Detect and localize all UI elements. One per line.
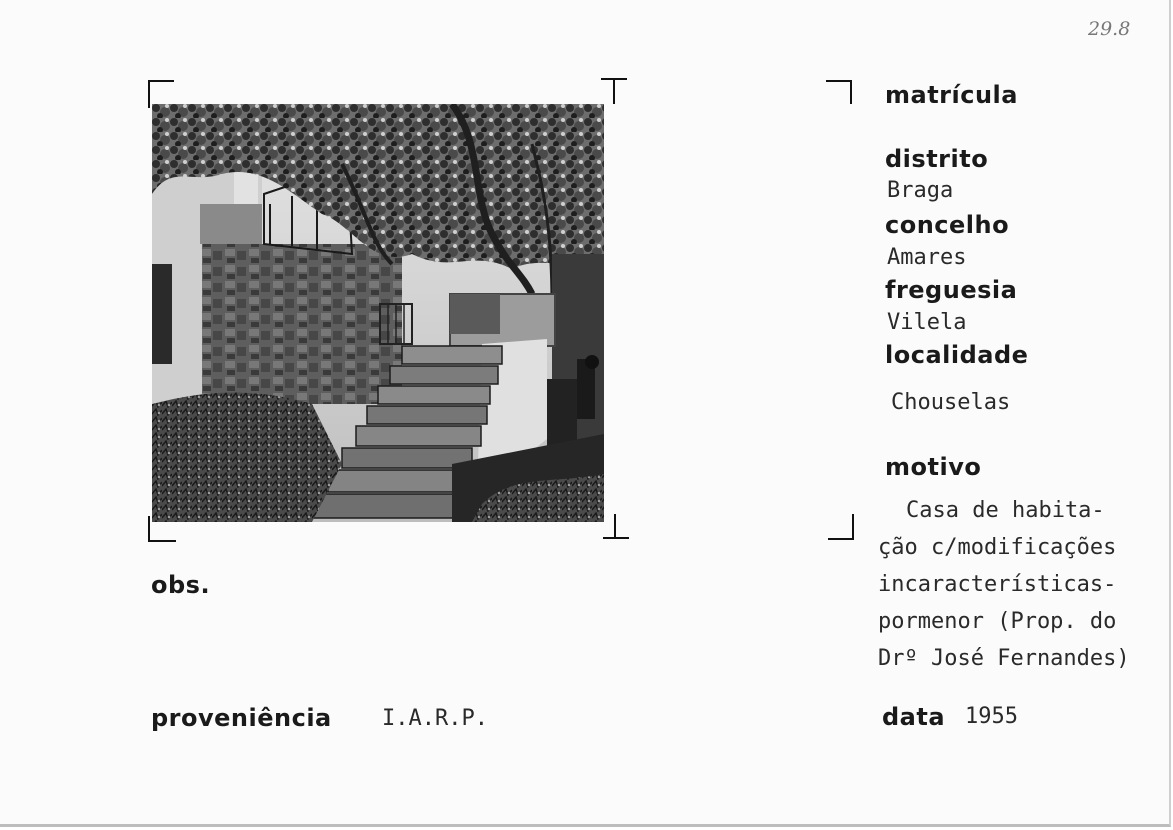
localidade-label: localidade — [885, 341, 1029, 369]
freguesia-label: freguesia — [885, 276, 1018, 304]
freguesia-value: Vilela — [887, 310, 967, 335]
matricula-label: matrícula — [885, 81, 1018, 109]
data-label: data — [882, 703, 946, 731]
info-mark-top — [826, 80, 852, 104]
obs-label: obs. — [151, 571, 211, 599]
motivo-label: motivo — [885, 453, 982, 481]
motivo-line: Drº José Fernandes) — [878, 646, 1130, 671]
crop-mark-bottom-right-stem — [614, 514, 618, 538]
localidade-value: Chouselas — [891, 390, 1011, 415]
crop-mark-top-right-stem — [613, 78, 617, 104]
motivo-line: incaracterísticas- — [878, 572, 1117, 597]
motivo-line: pormenor (Prop. do — [878, 609, 1117, 634]
distrito-label: distrito — [885, 145, 989, 173]
motivo-line: Casa de habita- — [906, 498, 1105, 523]
info-mark-bottom — [828, 514, 854, 540]
catalog-number: 29.8 — [1088, 18, 1131, 40]
concelho-label: concelho — [885, 211, 1010, 239]
proveniencia-value: I.A.R.P. — [382, 706, 488, 731]
motivo-line: ção c/modificações — [878, 535, 1117, 560]
photograph — [152, 104, 604, 522]
photo-illustration — [152, 104, 604, 522]
proveniencia-label: proveniência — [151, 704, 332, 732]
concelho-value: Amares — [887, 245, 967, 270]
distrito-value: Braga — [887, 178, 954, 203]
data-value: 1955 — [965, 704, 1018, 729]
